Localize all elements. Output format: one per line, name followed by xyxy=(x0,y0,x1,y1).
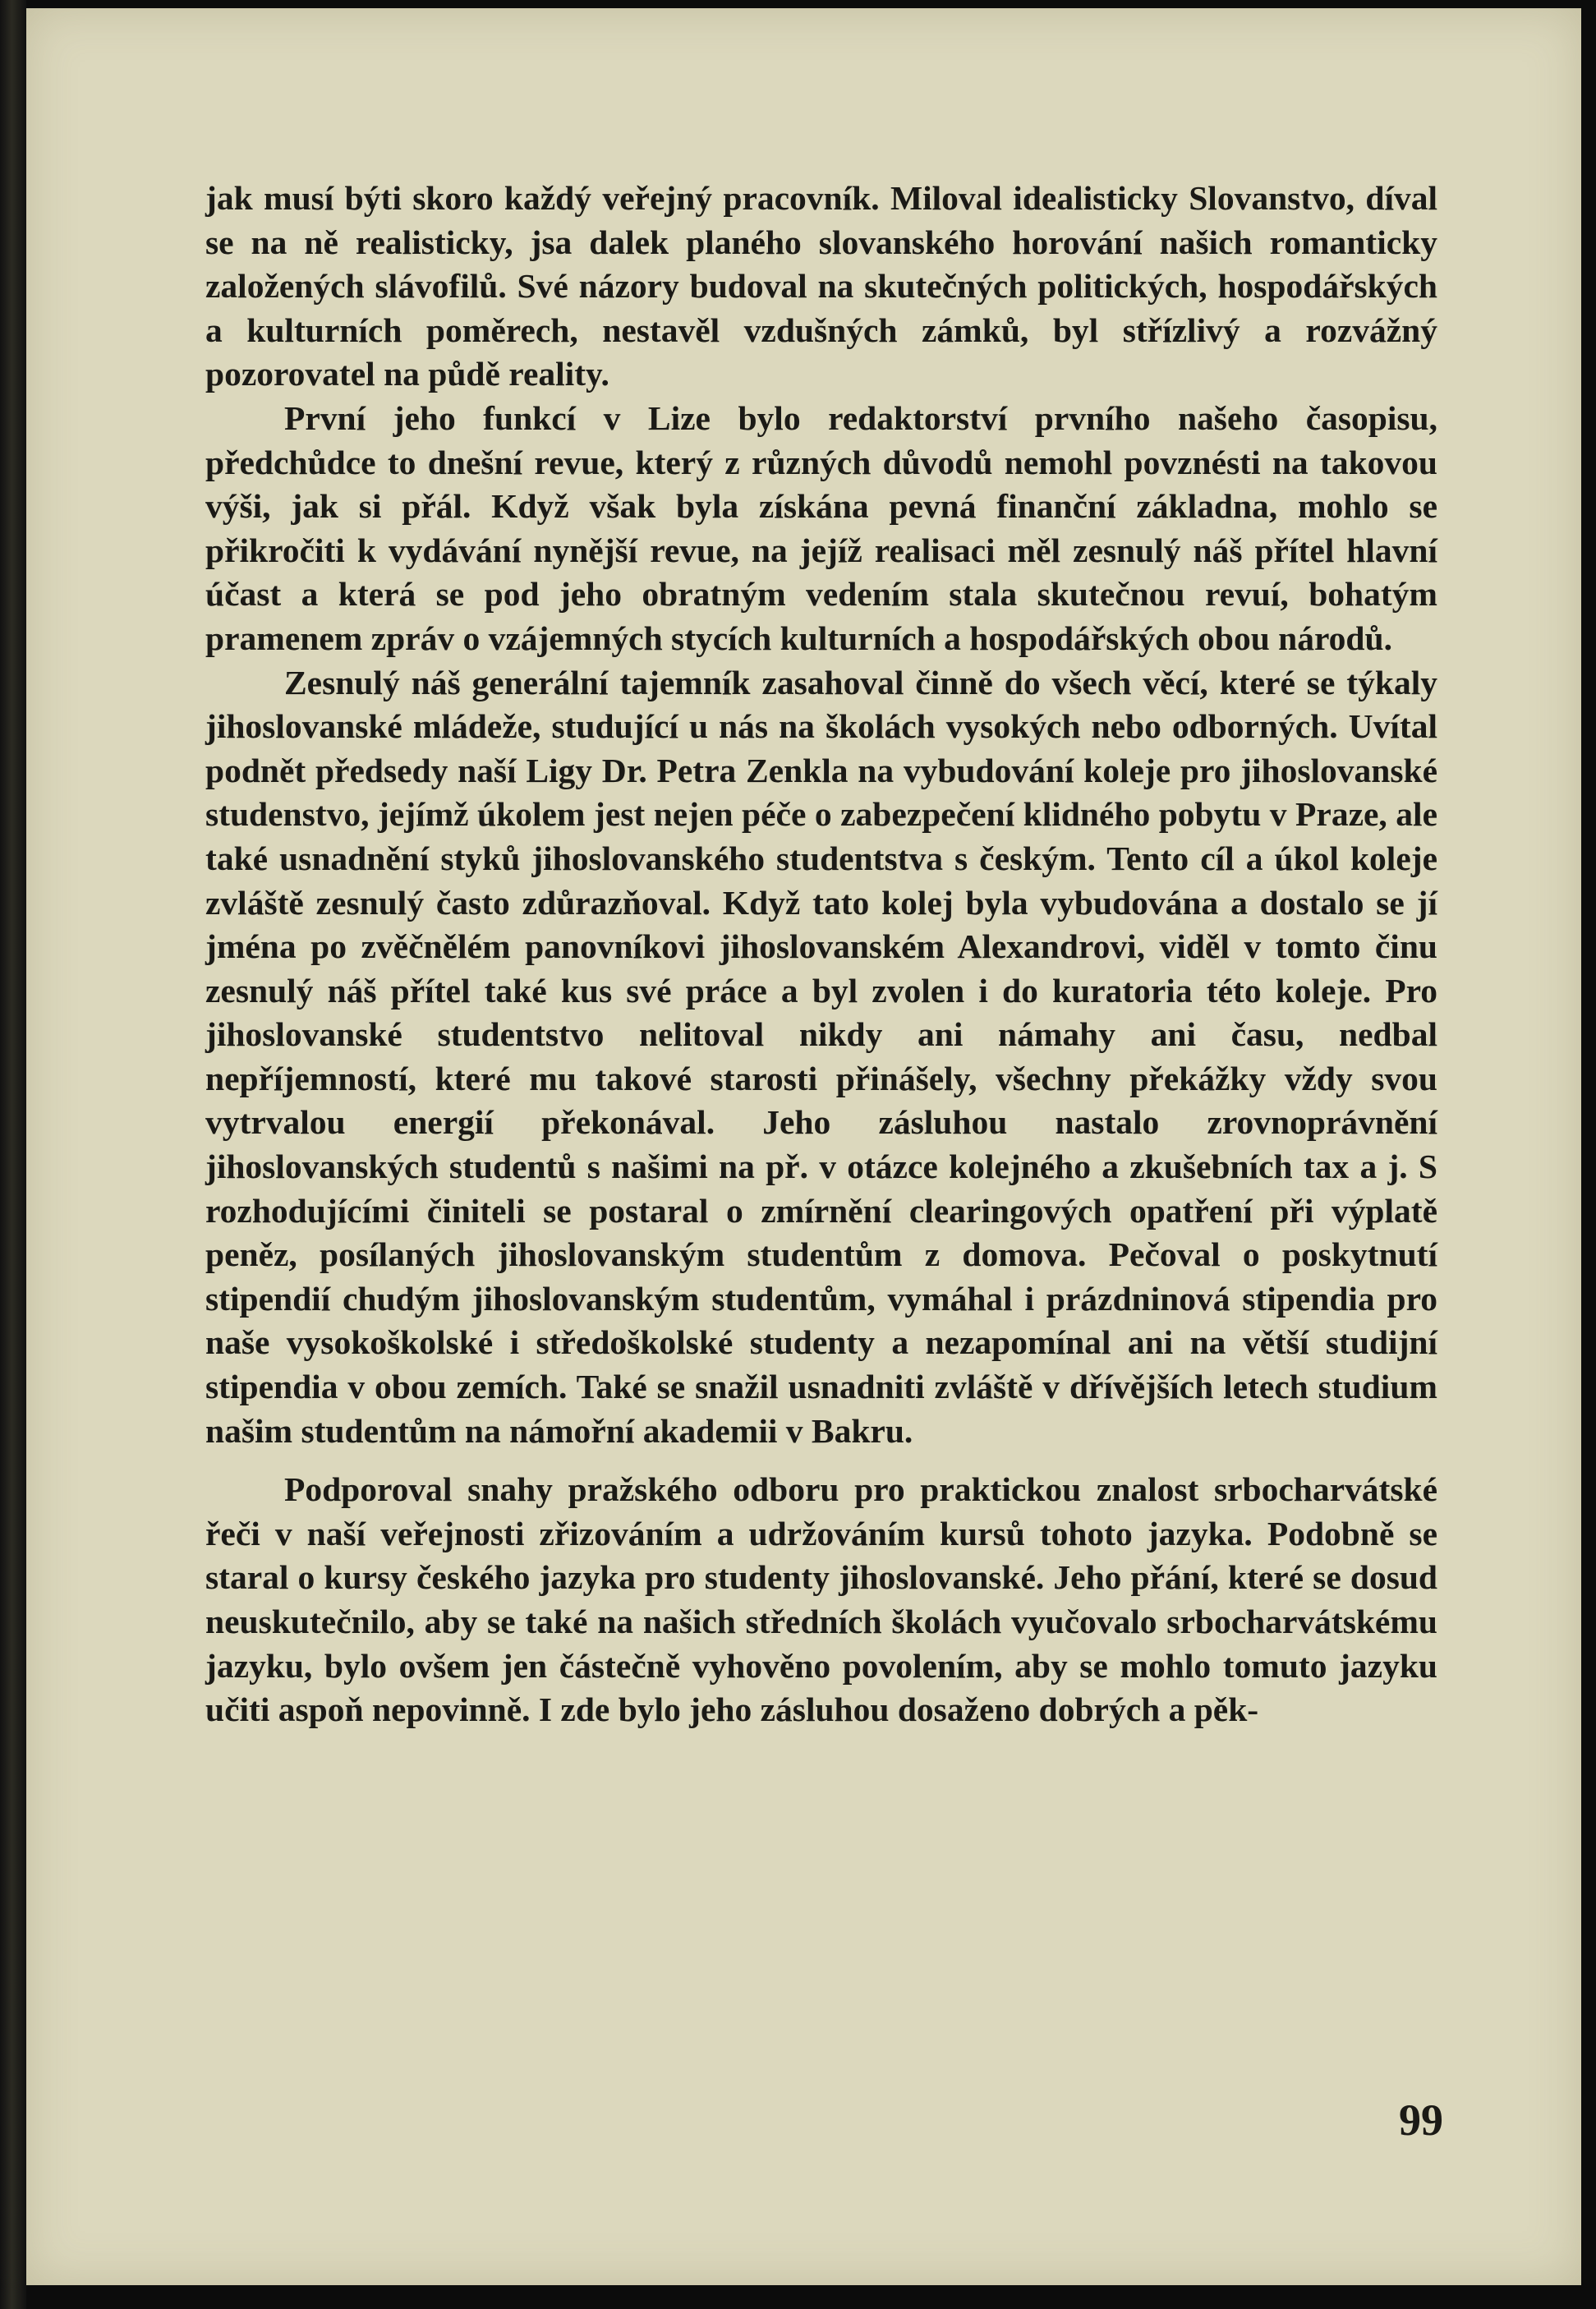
paragraph-4: Podporoval snahy pražského odboru pro praktickou znalost srbocharvátské řeči v naší veřejnosti zřizováním a udržováním kursů tohoto jazyka. Podobně se staral o kursy českého jazyka pro studenty jihoslovanské. Jeho přání, které se dosud neuskutečnilo, aby se také na našich středních školách vyučovalo srbocharvátskému jazyku, bylo ovšem jen částečně vyhověno povolením, aby se mohlo tomuto jazyku učiti aspoň nepovinně. I zde bylo jeho zásluhou dosaženo dobrých a pěk- xyxy=(205,1470,1437,1729)
paragraph-1: jak musí býti skoro každý veřejný pracovník. Miloval idealisticky Slovanstvo, díval se na ně realisticky, jsa dalek planého slovanského horování našich romanticky založených slávofilů. Své názory budoval na skutečných politických, hospodářských a kulturních poměrech, nestavěl vzdušných zámků, byl střízlivý a rozvážný pozorovatel na půdě reality. xyxy=(205,179,1437,393)
book-gutter-edge xyxy=(0,0,26,2309)
page-number: 99 xyxy=(1399,2095,1443,2145)
body-text xyxy=(205,177,1437,1732)
book-page xyxy=(26,8,1581,2285)
paragraph-2: První jeho funkcí v Lize bylo redaktorství prvního našeho časopisu, předchůdce to dnešní revue, který z různých důvodů nemohl povznésti na takovou výši, jak si přál. Když však byla získána pevná finanční základna, mohlo se přikročiti k vydávání nynější revue, na jejíž realisaci měl zesnulý náš přítel hlavní účast a která se pod jeho obratným vedením stala skutečnou revuí, bohatým pramenem zpráv o vzájemných stycích kulturních a hospodářských obou národů. xyxy=(205,398,1437,657)
paragraph-3: Zesnulý náš generální tajemník zasahoval činně do všech věcí, které se týkaly jihoslovanské mládeže, studující u nás na školách vysokých nebo odborných. Uvítal podnět předsedy naší Ligy Dr. Petra Zenkla na vybudování koleje pro jihoslovanské studenstvo, jejímž úkolem jest nejen péče o zabezpečení klidného pobytu v Praze, ale také usnadnění styků jihoslovanského studentstva s českým. Tento cíl a úkol koleje zvláště zesnulý často zdůrazňoval. Když tato kolej byla vybudována a dostalo se jí jména po zvěčnělém panovníkovi jihoslovanském Alexandrovi, viděl v tomto činu zesnulý náš přítel také kus své práce a byl zvolen i do kuratoria této koleje. Pro jihoslovanské studentstvo nelitoval nikdy ani námahy ani času, nedbal nepříjemností, které mu takové starosti přinášely, všechny překážky vždy svou vytrvalou energií překonával. Jeho zásluhou nastalo zrovnoprávnění jihoslovanských studentů s našimi na př. v otázce kolejného a zkušebních tax a j. S rozhodujícími činiteli se postaral o zmírnění clearingových opatření při výplatě peněz, posílaných jihoslovanským studentům z domova. Pečoval o poskytnutí stipendií chudým jihoslovanským studentům, vymáhal i prázdninová stipendia pro naše vysokoškolské i středoškolské studenty a nezapomínal ani na větší studijní stipendia v obou zemích. Také se snažil usnadniti zvláště v dřívějších letech studium našim studentům na námořní akademii v Bakru. xyxy=(205,663,1437,1450)
